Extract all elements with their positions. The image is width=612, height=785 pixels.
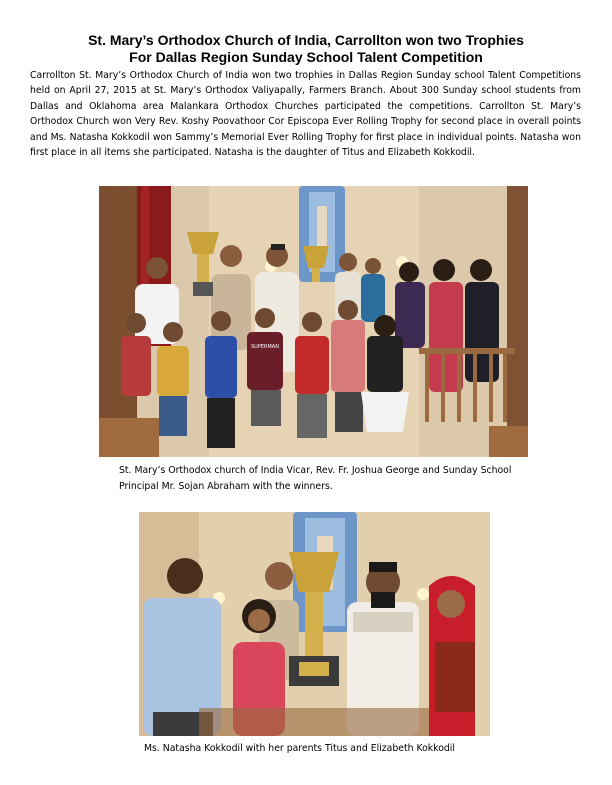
group-photo-caption: St. Mary’s Orthodox church of India Vicar, Rev. Fr. Joshua George and Sunday School Principal Mr. Sojan Abraham with the winners. [119, 465, 512, 492]
article-body: Carrollton St. Mary’s Orthodox Church of India won two trophies in Dallas Region Sunday school Talent Competitions held on April 27, 2015 at St. Mary’s Orthodox Valiyapally, Farmers Branch. About 300 Sunday school students from Dallas and Oklahoma area Malankara Orthodox Churches participated the competitions. Carrollton St. Mary’s Orthodox Church won Very Rev. Koshy Poovathoor Cor Episcopa Ever Rolling Trophy for second place in overall points and Ms. Natasha Kokkodil won Sammy’s Memorial Ever Rolling Trophy for first place in individual points. Natasha won first place in all items she participated. Natasha is the daughter of Titus and Elizabeth Kokkodil. [30, 70, 581, 159]
article-title-line-2: For Dallas Region Sunday School Talent Competition [129, 49, 483, 65]
shirt-print: SUPERMAN [251, 344, 279, 350]
article-title-line-1: St. Mary’s Orthodox Church of India, Carrollton won two Trophies [88, 32, 524, 48]
family-photo-caption: Ms. Natasha Kokkodil with her parents Titus and Elizabeth Kokkodil [144, 743, 455, 754]
article-title [30, 32, 582, 66]
group-photo [99, 186, 528, 457]
family-photo [139, 512, 490, 736]
